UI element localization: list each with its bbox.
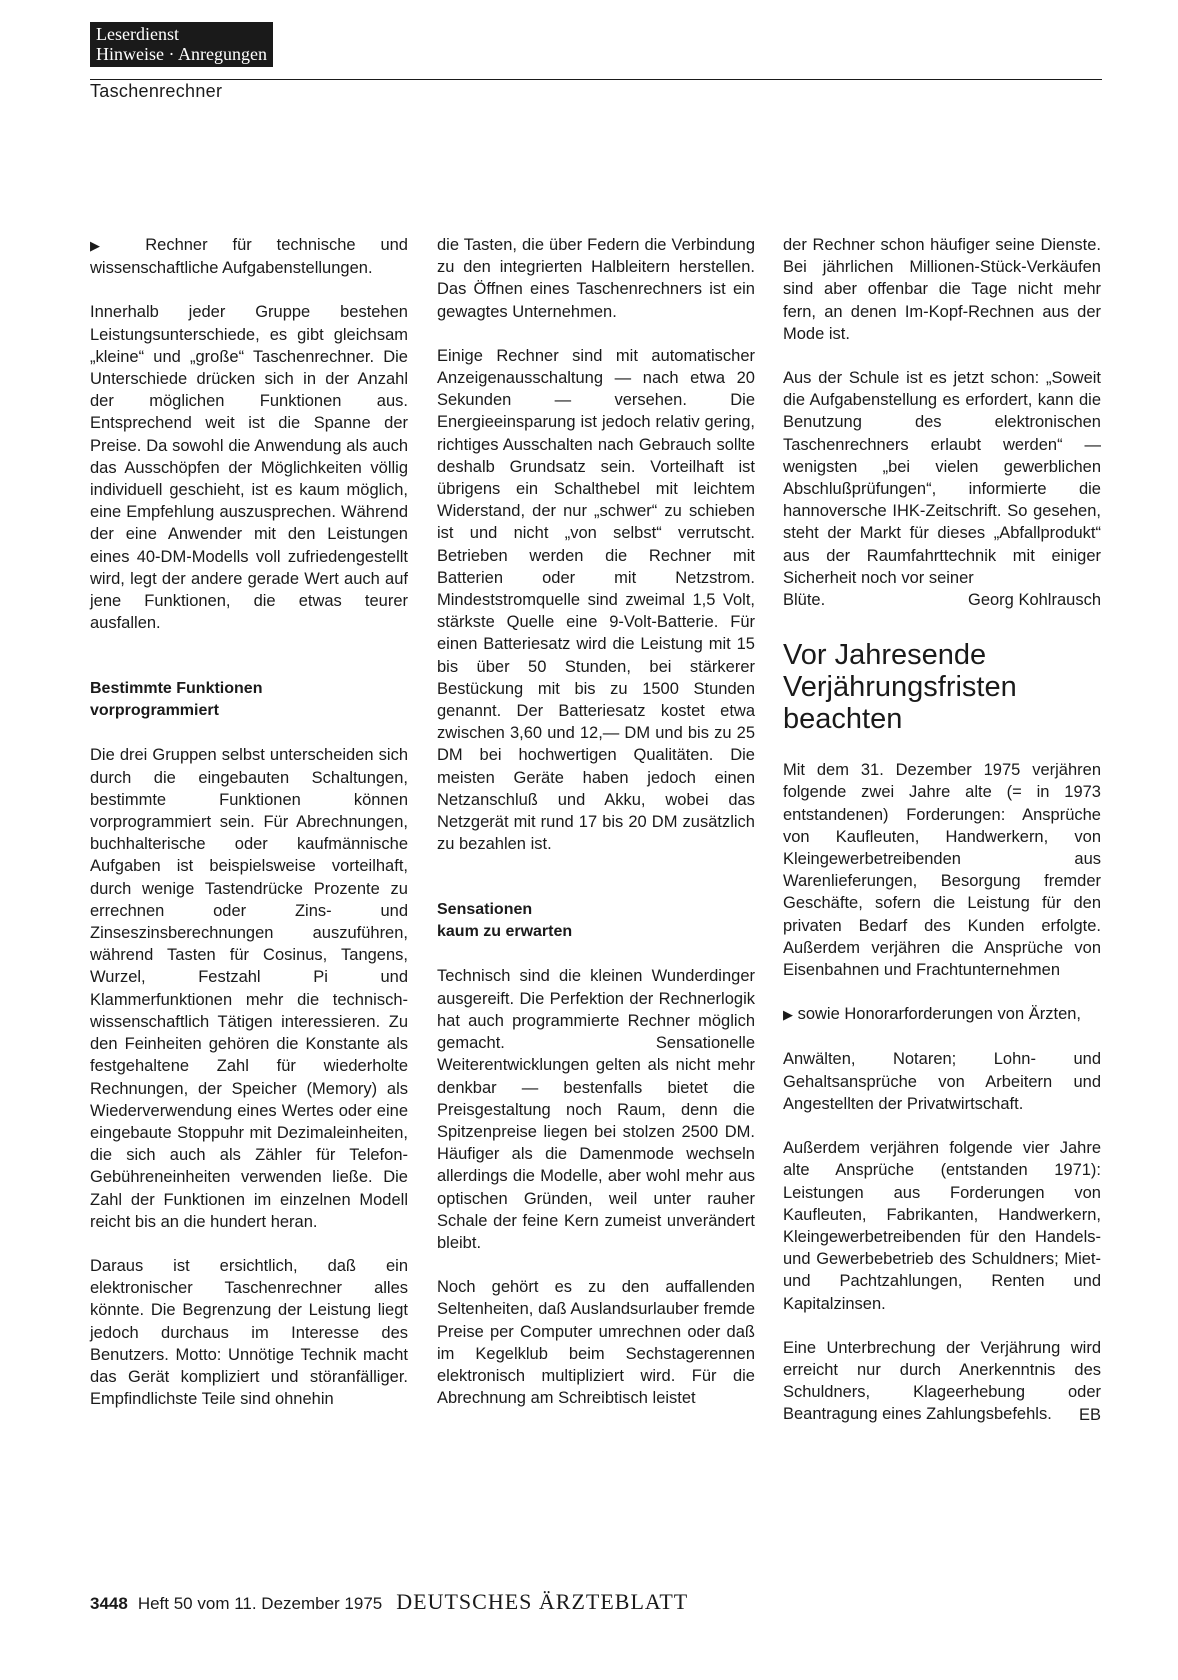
column-2 xyxy=(437,234,755,1431)
column-3 xyxy=(783,234,1101,1426)
headline-line: Vor Jahresende xyxy=(783,639,987,672)
paragraph xyxy=(783,1003,1101,1026)
triangle-bullet-icon: ▶ xyxy=(783,1007,793,1023)
journal-name: DEUTSCHES ÄRZTEBLATT xyxy=(396,1589,689,1614)
paragraph-text: Eine Unterbrechung der Verjährung wird erreicht nur durch Anerkenntnis des Schuldners, Klageerhebung oder Beantragung eines Zahlungsbefehls. xyxy=(783,1338,1101,1424)
column-1 xyxy=(90,234,408,1432)
section-label: Taschenrechner xyxy=(90,81,223,101)
paragraph: Daraus ist ersichtlich, daß ein elektronischer Taschenrechner alles könnte. Die Begrenzung der Leistung liegt jedoch durchaus im Interesse des Benutzers. Motto: Unnötige Technik macht das Gerät kompliziert und störanfälliger. Empfindlichste Teile sind ohnehin xyxy=(90,1256,408,1409)
department-badge-line2: Hinweise · Anregungen xyxy=(96,44,267,64)
paragraph: die Tasten, die über Federn die Verbindung zu den integrierten Halbleitern herstellen. Das Öffnen eines Taschenrechners ist ein gewagtes Unternehmen. xyxy=(437,236,755,321)
subheading-line: Bestimmte Funktionen xyxy=(90,680,263,698)
paragraph: Außerdem verjähren folgende vier Jahre alte Ansprüche (entstanden 1971): Leistungen aus Forderungen von Kaufleuten, Fabrikanten, Handwerkern, Kleingewerbetreibenden für den Handels- und Gewerbebetrieb des Schuldners; Miet- und Pachtzahlungen, Renten und Kapitalzinsen. xyxy=(783,1139,1101,1313)
page-number: 3448 xyxy=(90,1594,128,1613)
paragraph-text: Rechner für technische und wissenschaftliche Aufgabenstellungen. xyxy=(90,236,408,278)
paragraph: Innerhalb jeder Gruppe bestehen Leistungsunterschiede, es gibt gleichsam „kleine“ und „große“ Taschenrechner. Die Unterschiede drücken sich in der Anzahl der möglichen Funktionen aus. Entsprechend weit ist die Spanne der Preise. Da sowohl die Anwendung als auch das Ausschöpfen der Möglichkeiten völlig individuell geschieht, ist es kaum möglich, eine Empfehlung auszusprechen. Während der eine Anwender mit den Leistungen eines 40-DM-Modells voll zufriedengestellt wird, legt der andere gerade Wert auch auf jene Funktionen, die etwas teurer ausfallen. xyxy=(90,303,408,633)
paragraph: der Rechner schon häufiger seine Dienste. Bei jährlichen Millionen-Stück-Verkäufen sind aber offenbar die Tage nicht mehr fern, an denen Im-Kopf-Rechnen aus der Mode ist. xyxy=(783,236,1101,343)
header-rule xyxy=(90,79,1102,80)
page-footer xyxy=(90,1589,688,1615)
article-headline xyxy=(783,639,1101,735)
paragraph-last-word: Blüte. xyxy=(783,591,826,610)
paragraph: Noch gehört es zu den auffallenden Seltenheiten, daß Auslandsurlauber fremde Preise per Computer umrechnen oder daß im Kegelklub beim Sechstagerennen elektronisch multipliziert wird. Für die Abrechnung am Schreibtisch leistet xyxy=(437,1278,755,1408)
paragraph xyxy=(783,367,1101,589)
paragraph: Die drei Gruppen selbst unterscheiden sich durch die eingebauten Schaltungen, bestimmte Funktionen können vorprogrammiert sein. Für Abrechnungen, buchhalterische oder kaufmännische Aufgaben ist beispielsweise vorteilhaft, durch wenige Tastendrücke Prozente zu errechnen oder Zins- und Zinseszinsberechnungen auszuführen, während Tasten für Cosinus, Tangens, Wurzel, Festzahl Pi und Klammerfunktionen mehr die technisch-wissenschaftlich Tätigen interessieren. Zu den Feinheiten gehören die Konstante als festgehaltene Zahl für wiederholte Rechnungen, der Speicher (Memory) als Wiederverwendung eines Wertes oder eine eingebaute Stoppuhr mit Dezimaleinheiten, die sich auch als Zähler für Telefon-Gebühreneinheiten verwenden ließe. Die Zahl der Funktionen im einzelnen Modell reicht bis an die hundert heran. xyxy=(90,746,408,1231)
department-badge xyxy=(90,22,273,67)
subheading-sensations xyxy=(437,899,755,943)
subheading-line: kaum zu erwarten xyxy=(437,923,573,941)
headline-line: Verjährungsfristen xyxy=(783,671,1017,704)
paragraph-text: Aus der Schule ist es jetzt schon: „Soweit die Aufgabenstellung es erfordert, kann die Benutzung des elektronischen Taschenrechners erlaubt werden“ — wenigsten „bei vielen gewerblichen Abschlußprüfungen“, informierte die hannoversche IHK-Zeitschrift. So gesehen, steht der Markt für dieses „Abfallprodukt“ aus der Raumfahrttechnik mit einiger Sicherheit noch vor seiner xyxy=(783,369,1101,587)
subheading-line: Sensationen xyxy=(437,901,533,919)
department-badge-line1: Leserdienst xyxy=(96,24,179,44)
author-name: Georg Kohlrausch xyxy=(968,591,1101,610)
paragraph-text: sowie Honorarforderungen von Ärzten, xyxy=(797,1005,1082,1024)
paragraph: Technisch sind die kleinen Wunderdinger ausgereift. Die Perfektion der Rechnerlogik hat auch programmierte Rechner möglich gemacht. Sensationelle Weiterentwicklungen gelten als nicht mehr denkbar — bestenfalls bietet die Preisgestaltung noch Raum, denn die Spitzenpreise liegen bei stolzen 2500 DM. Häufiger als die Damenmode wechseln allerdings die Modelle, aber wohl mehr aus optischen Gründen, weil unter rauher Schale der feine Kern zumeist unverändert bleibt. xyxy=(437,967,755,1252)
triangle-bullet-icon: ▶ xyxy=(90,238,121,253)
paragraph: Mit dem 31. Dezember 1975 verjähren folgende zwei Jahre alte (= in 1973 entstandenen) Forderungen: Ansprüche von Kaufleuten, Handwerkern, von Kleingewerbetreibenden aus Warenlieferungen, Besorgung fremder Geschäfte, sofern die Leistung für den privaten Bedarf des Kunden erfolgte. Außerdem verjähren die Ansprüche von Eisenbahnen und Frachtunternehmen xyxy=(783,761,1101,980)
subheading-functions xyxy=(90,678,408,722)
paragraph xyxy=(90,234,408,279)
headline-line: beachten xyxy=(783,703,903,736)
issue-info: Heft 50 vom 11. Dezember 1975 xyxy=(137,1594,383,1613)
author-signature-line xyxy=(783,589,1101,611)
paragraph: Einige Rechner sind mit automatischer Anzeigenausschaltung — nach etwa 20 Sekunden — versehen. Die Energieeinsparung ist jedoch relativ gering, richtiges Ausschalten nach Gebrauch sollte deshalb Grundsatz sein. Vorteilhaft ist übrigens ein Schalthebel mit leichtem Widerstand, der nur „schwer“ zu schieben ist und nicht „von selbst“ verrutscht. Betrieben werden die Rechner mit Batterien oder mit Netzstrom. Mindeststromquelle sind zweimal 1,5 Volt, stärkste Quelle eine 9-Volt-Batterie. Für einen Batteriesatz wird die Leistung mit 15 bis über 50 Stunden, bei stärkerer Bestückung mit bis zu 1500 Stunden genannt. Der Batteriesatz kostet etwa zwischen 3,60 und 12,— DM und bis zu 25 DM bei hochwertigen Qualitäten. Die meisten Geräte haben jedoch einen Netzanschluß und Akku, wobei das Netzgerät mit rund 17 bis 20 DM zusätzlich zu bezahlen ist. xyxy=(437,346,755,854)
paragraph: Anwälten, Notaren; Lohn- und Gehaltsansprüche von Arbeitern und Angestellten der Privatwirtschaft. xyxy=(783,1050,1101,1113)
subheading-line: vorprogrammiert xyxy=(90,702,219,720)
signature-initials: EB xyxy=(1078,1405,1101,1424)
